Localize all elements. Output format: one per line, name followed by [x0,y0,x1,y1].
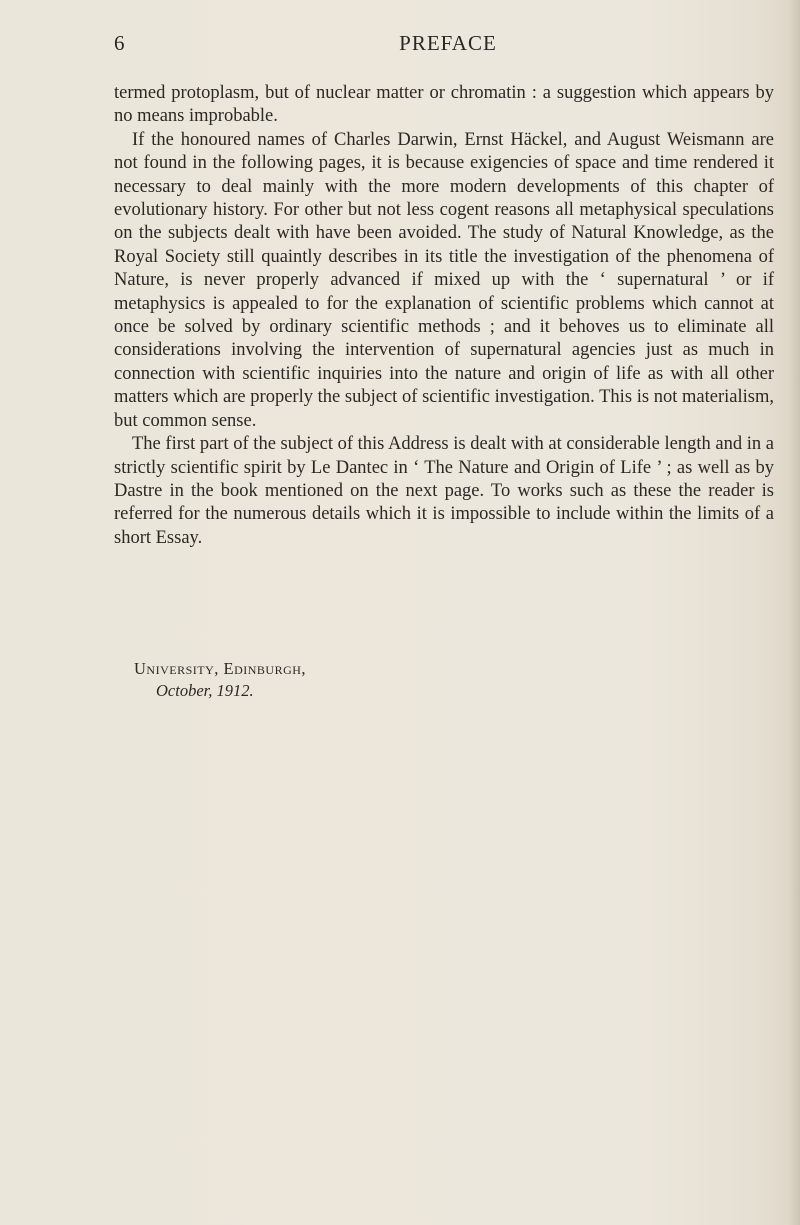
page-header [114,31,774,61]
paragraph: The first part of the subject of this Address is dealt with at considerable length and in a strictly scientific spirit by Le Dantec in ‘ The Nature and Origin of Life ’ ; as well as by Dastre in the book mentioned on the next page. To works such as these the reader is referred for the numerous details which it is impossible to include within the limits of a short Essay. [114,434,774,548]
running-head: PREFACE [399,31,497,55]
signoff-affiliation: University, Edinburgh, [134,659,307,678]
signoff [134,658,306,702]
page-number: 6 [114,31,125,55]
page-edge-shadow [788,0,800,1225]
paragraph: If the honoured names of Charles Darwin, Ernst Häckel, and August Weismann are not found in the following pages, it is because exigencies of space and time rendered it necessary to deal mainly with the more modern developments of this chapter of evolutionary history. For other but not less cogent reasons all metaphysical speculations on the subjects dealt with have been avoided. The study of Natural Knowledge, as the Royal Society still quaintly describes in its title the investigation of the phenomena of Nature, is never properly advanced if mixed up with the ‘ supernatural ’ or if metaphysics is appealed to for the explanation of scientific problems which cannot at once be solved by ordinary scientific methods ; and it behoves us to eliminate all considerations involving the intervention of supernatural agencies just as much in connection with scientific inquiries into the nature and origin of life as with all other matters which are properly the subject of scientific investigation. This is not materialism, but common sense. [114,129,774,431]
signoff-date: October, 1912. [156,681,254,700]
paragraph-continuation: termed protoplasm, but of nuclear matter or chromatin : a suggestion which appears by no means improbable. [114,83,774,127]
body-text [114,82,774,550]
